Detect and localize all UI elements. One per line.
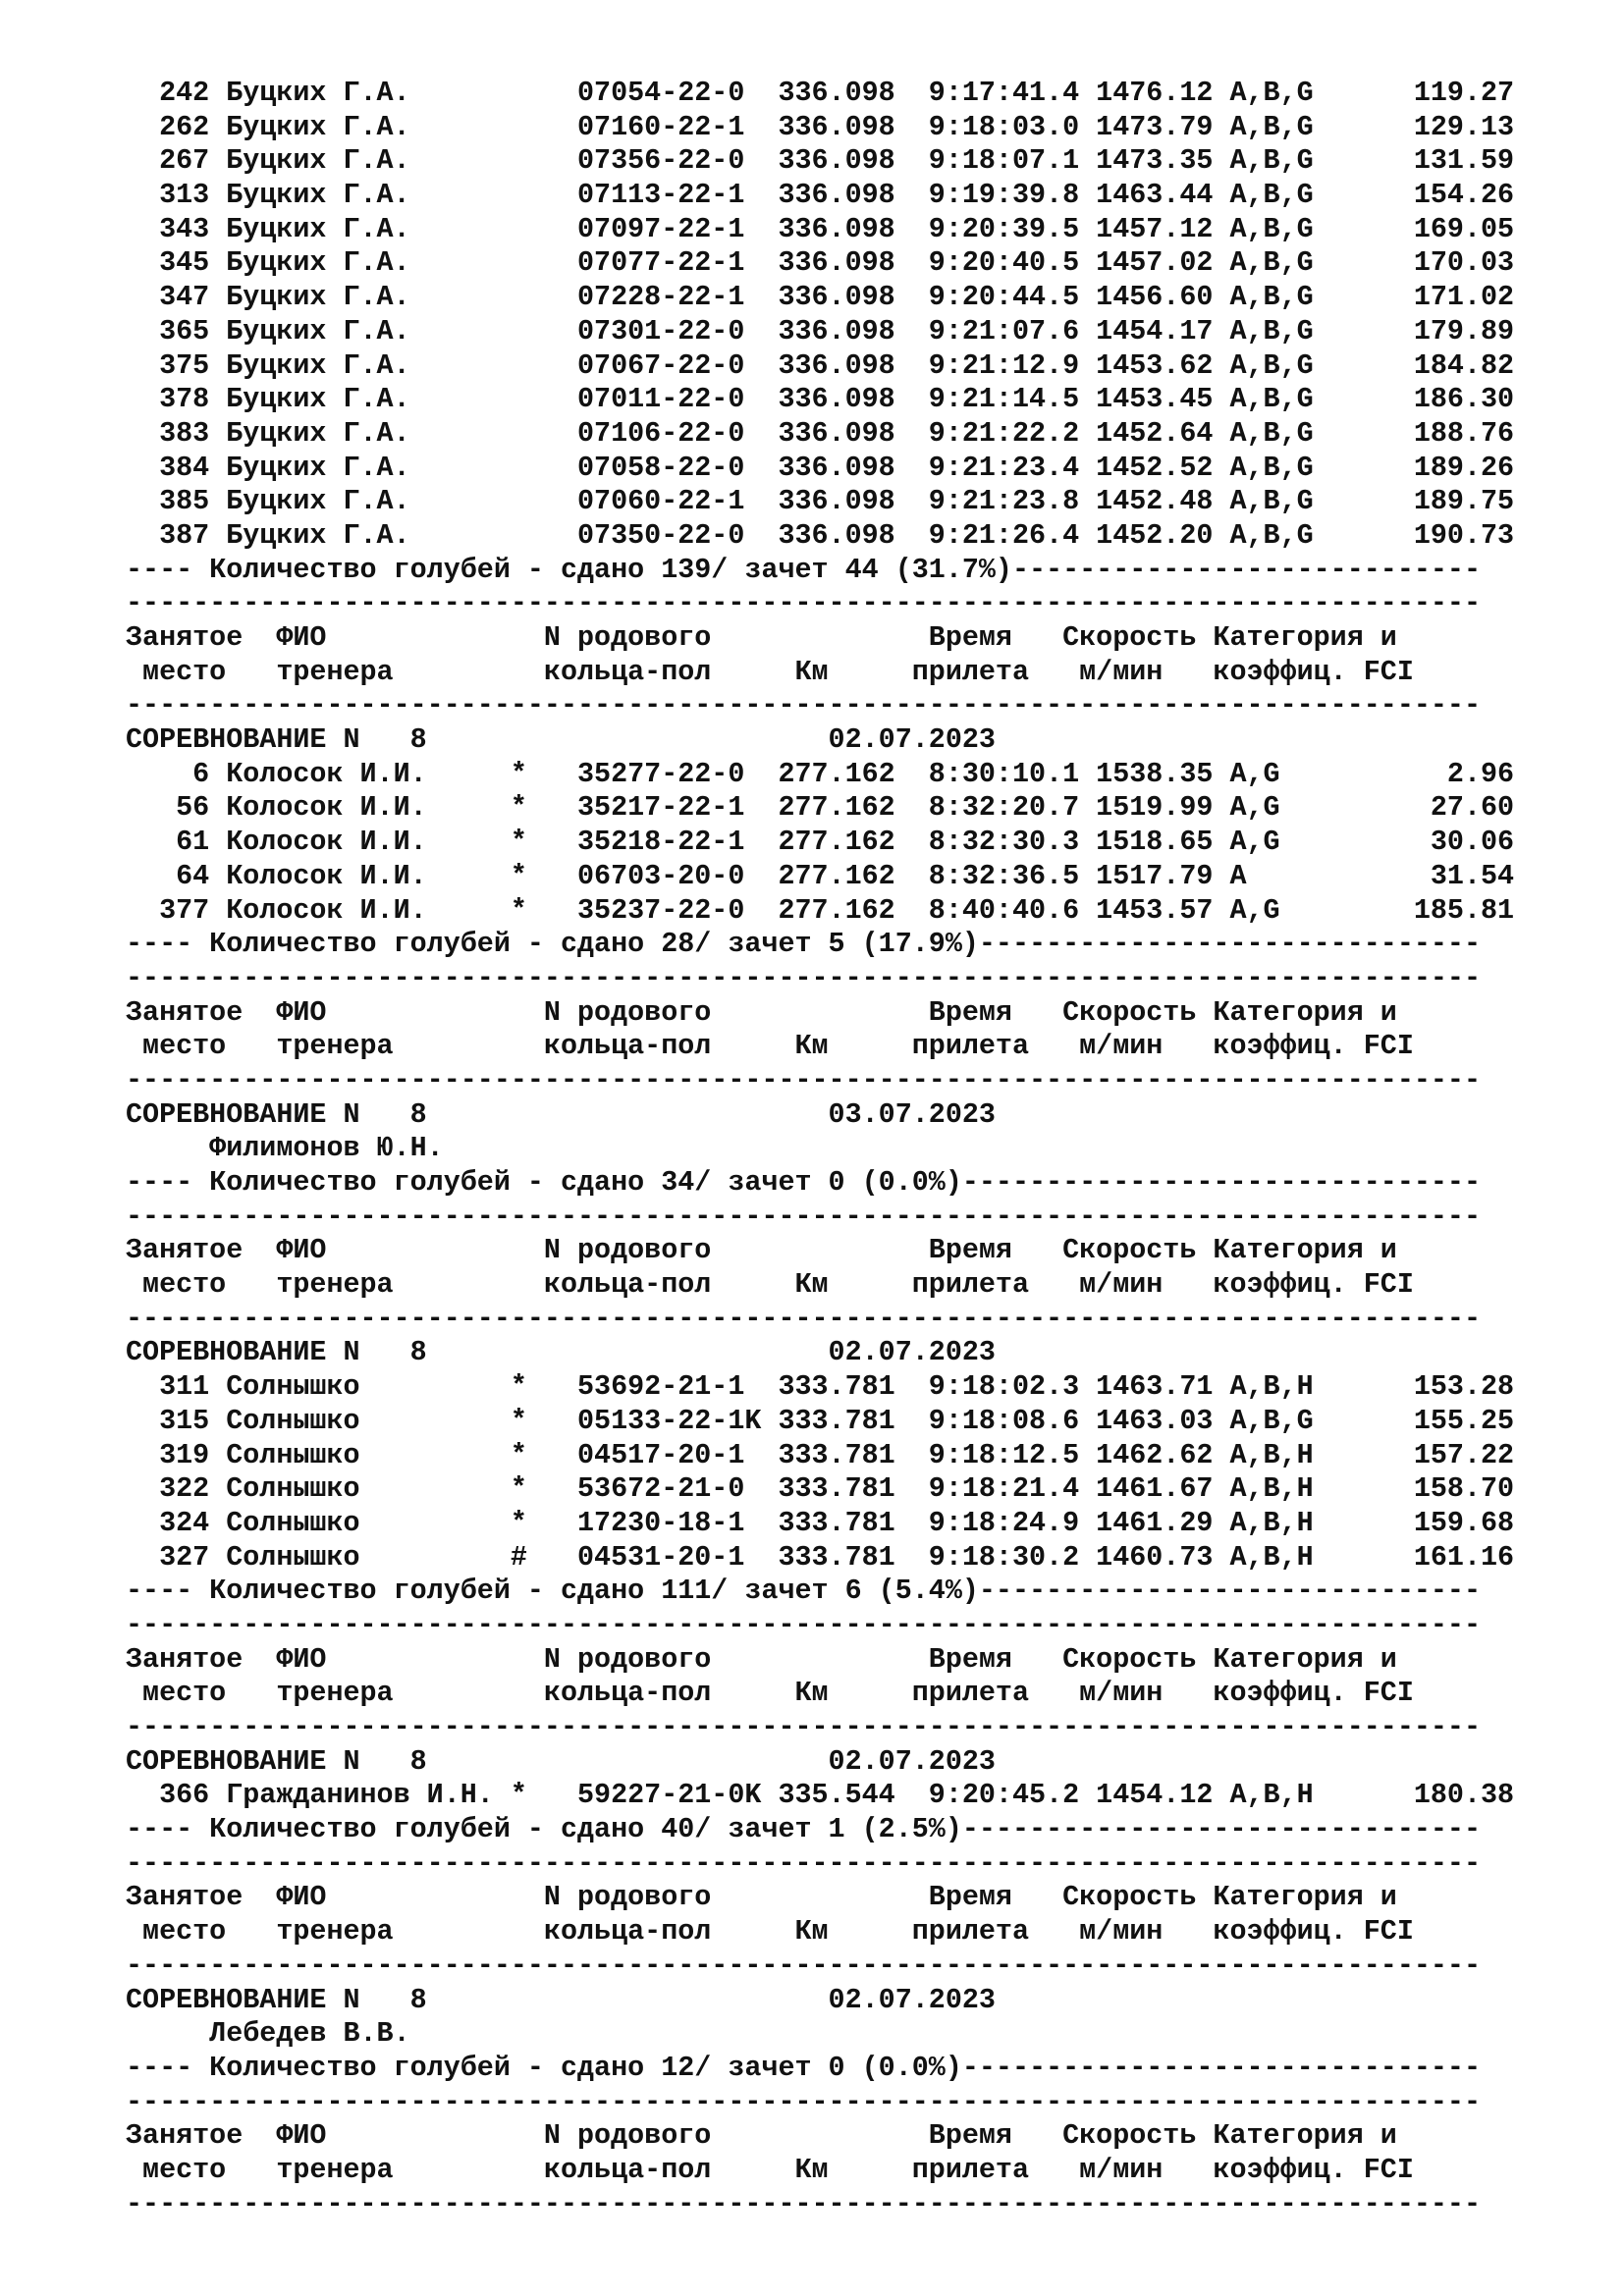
competition-header: СОРЕВНОВАНИЕ N 8 03.07.2023 bbox=[126, 1097, 996, 1131]
separator-line: --------------------------------------------------------------------------------- bbox=[126, 2085, 1482, 2118]
summary-line: ---- Количество голубей - сдано 28/ зачет 5 (17.9%)------------------------------ bbox=[126, 928, 1482, 961]
separator-line: --------------------------------------------------------------------------------- bbox=[126, 1063, 1482, 1096]
separator-line: --------------------------------------------------------------------------------- bbox=[126, 1608, 1482, 1641]
result-row: 375 Буцких Г.А. 07067-22-0 336.098 9:21:12.9 1453.62 A,B,G 184.82 bbox=[126, 348, 1515, 382]
competition-header: СОРЕВНОВАНИЕ N 8 02.07.2023 bbox=[126, 1336, 996, 1369]
result-row: 327 Солнышко # 04531-20-1 333.781 9:18:30.2 1460.73 A,B,H 161.16 bbox=[126, 1540, 1515, 1574]
separator-line: --------------------------------------------------------------------------------- bbox=[126, 1949, 1482, 1982]
result-row: 345 Буцких Г.А. 07077-22-1 336.098 9:20:40.5 1457.02 A,B,G 170.03 bbox=[126, 246, 1515, 280]
result-row: 378 Буцких Г.А. 07011-22-0 336.098 9:21:14.5 1453.45 A,B,G 186.30 bbox=[126, 383, 1515, 416]
separator-line: --------------------------------------------------------------------------------- bbox=[126, 961, 1482, 994]
column-header: Занятое ФИО N родового Время Скорость Категория и bbox=[126, 621, 1397, 654]
column-header: Занятое ФИО N родового Время Скорость Категория и bbox=[126, 995, 1397, 1029]
column-header: место тренера кольца-пол Км прилета м/мин коэффиц. FCI bbox=[126, 2153, 1414, 2186]
column-header: Занятое ФИО N родового Время Скорость Категория и bbox=[126, 1642, 1397, 1676]
column-header: место тренера кольца-пол Км прилета м/мин коэффиц. FCI bbox=[126, 1677, 1414, 1710]
result-row: 315 Солнышко * 05133-22-1K 333.781 9:18:08.6 1463.03 A,B,G 155.25 bbox=[126, 1404, 1515, 1437]
trainer-name: Филимонов Ю.Н. bbox=[126, 1132, 444, 1165]
competition-header: СОРЕВНОВАНИЕ N 8 02.07.2023 bbox=[126, 1983, 996, 2016]
result-row: 377 Колосок И.И. * 35237-22-0 277.162 8:40:40.6 1453.57 A,G 185.81 bbox=[126, 893, 1515, 927]
result-row: 365 Буцких Г.А. 07301-22-0 336.098 9:21:07.6 1454.17 A,B,G 179.89 bbox=[126, 314, 1515, 347]
competition-header: СОРЕВНОВАНИЕ N 8 02.07.2023 bbox=[126, 1744, 996, 1778]
separator-line: --------------------------------------------------------------------------------- bbox=[126, 1200, 1482, 1233]
trainer-name: Лебедев В.В. bbox=[126, 2017, 410, 2051]
result-row: 347 Буцких Г.А. 07228-22-1 336.098 9:20:44.5 1456.60 A,B,G 171.02 bbox=[126, 281, 1515, 314]
result-row: 383 Буцких Г.А. 07106-22-0 336.098 9:21:22.2 1452.64 A,B,G 188.76 bbox=[126, 416, 1515, 450]
result-row: 343 Буцких Г.А. 07097-22-1 336.098 9:20:39.5 1457.12 A,B,G 169.05 bbox=[126, 212, 1515, 245]
result-row: 6 Колосок И.И. * 35277-22-0 277.162 8:30:10.1 1538.35 A,G 2.96 bbox=[126, 757, 1515, 790]
race-results-printout bbox=[126, 77, 1598, 2221]
column-header: Занятое ФИО N родового Время Скорость Категория и bbox=[126, 1881, 1397, 1914]
summary-line: ---- Количество голубей - сдано 139/ зачет 44 (31.7%)---------------------------- bbox=[126, 553, 1482, 586]
result-row: 262 Буцких Г.А. 07160-22-1 336.098 9:18:03.0 1473.79 A,B,G 129.13 bbox=[126, 110, 1515, 143]
column-header: Занятое ФИО N родового Время Скорость Категория и bbox=[126, 2119, 1397, 2153]
separator-line: --------------------------------------------------------------------------------- bbox=[126, 689, 1482, 722]
separator-line: --------------------------------------------------------------------------------- bbox=[126, 1302, 1482, 1335]
result-row: 64 Колосок И.И. * 06703-20-0 277.162 8:32:36.5 1517.79 A 31.54 bbox=[126, 859, 1515, 892]
separator-line: --------------------------------------------------------------------------------- bbox=[126, 587, 1482, 620]
summary-line: ---- Количество голубей - сдано 12/ зачет 0 (0.0%)------------------------------- bbox=[126, 2051, 1482, 2084]
result-row: 267 Буцких Г.А. 07356-22-0 336.098 9:18:07.1 1473.35 A,B,G 131.59 bbox=[126, 144, 1515, 178]
column-header: место тренера кольца-пол Км прилета м/мин коэффиц. FCI bbox=[126, 655, 1414, 688]
separator-line: --------------------------------------------------------------------------------- bbox=[126, 1711, 1482, 1743]
summary-line: ---- Количество голубей - сдано 34/ зачет 0 (0.0%)------------------------------- bbox=[126, 1166, 1482, 1199]
result-row: 319 Солнышко * 04517-20-1 333.781 9:18:12.5 1462.62 A,B,H 157.22 bbox=[126, 1438, 1515, 1471]
separator-line: --------------------------------------------------------------------------------- bbox=[126, 2187, 1482, 2220]
summary-line: ---- Количество голубей - сдано 40/ зачет 1 (2.5%)------------------------------- bbox=[126, 1813, 1482, 1846]
competition-header: СОРЕВНОВАНИЕ N 8 02.07.2023 bbox=[126, 723, 996, 757]
result-row: 313 Буцких Г.А. 07113-22-1 336.098 9:19:39.8 1463.44 A,B,G 154.26 bbox=[126, 179, 1515, 212]
result-row: 387 Буцких Г.А. 07350-22-0 336.098 9:21:26.4 1452.20 A,B,G 190.73 bbox=[126, 518, 1515, 552]
result-row: 61 Колосок И.И. * 35218-22-1 277.162 8:32:30.3 1518.65 A,G 30.06 bbox=[126, 826, 1515, 859]
column-header: место тренера кольца-пол Км прилета м/мин коэффиц. FCI bbox=[126, 1915, 1414, 1949]
column-header: место тренера кольца-пол Км прилета м/мин коэффиц. FCI bbox=[126, 1030, 1414, 1063]
result-row: 324 Солнышко * 17230-18-1 333.781 9:18:24.9 1461.29 A,B,H 159.68 bbox=[126, 1506, 1515, 1539]
result-row: 322 Солнышко * 53672-21-0 333.781 9:18:21.4 1461.67 A,B,H 158.70 bbox=[126, 1472, 1515, 1506]
column-header: место тренера кольца-пол Км прилета м/мин коэффиц. FCI bbox=[126, 1268, 1414, 1302]
result-row: 311 Солнышко * 53692-21-1 333.781 9:18:02.3 1463.71 A,B,H 153.28 bbox=[126, 1370, 1515, 1404]
column-header: Занятое ФИО N родового Время Скорость Категория и bbox=[126, 1234, 1397, 1267]
result-row: 366 Гражданинов И.Н. * 59227-21-0K 335.544 9:20:45.2 1454.12 A,B,H 180.38 bbox=[126, 1779, 1515, 1812]
result-row: 56 Колосок И.И. * 35217-22-1 277.162 8:32:20.7 1519.99 A,G 27.60 bbox=[126, 791, 1515, 825]
result-row: 242 Буцких Г.А. 07054-22-0 336.098 9:17:41.4 1476.12 A,B,G 119.27 bbox=[126, 77, 1515, 109]
separator-line: --------------------------------------------------------------------------------- bbox=[126, 1846, 1482, 1880]
result-row: 384 Буцких Г.А. 07058-22-0 336.098 9:21:23.4 1452.52 A,B,G 189.26 bbox=[126, 451, 1515, 484]
summary-line: ---- Количество голубей - сдано 111/ зачет 6 (5.4%)------------------------------ bbox=[126, 1575, 1482, 1608]
result-row: 385 Буцких Г.А. 07060-22-1 336.098 9:21:23.8 1452.48 A,B,G 189.75 bbox=[126, 485, 1515, 518]
